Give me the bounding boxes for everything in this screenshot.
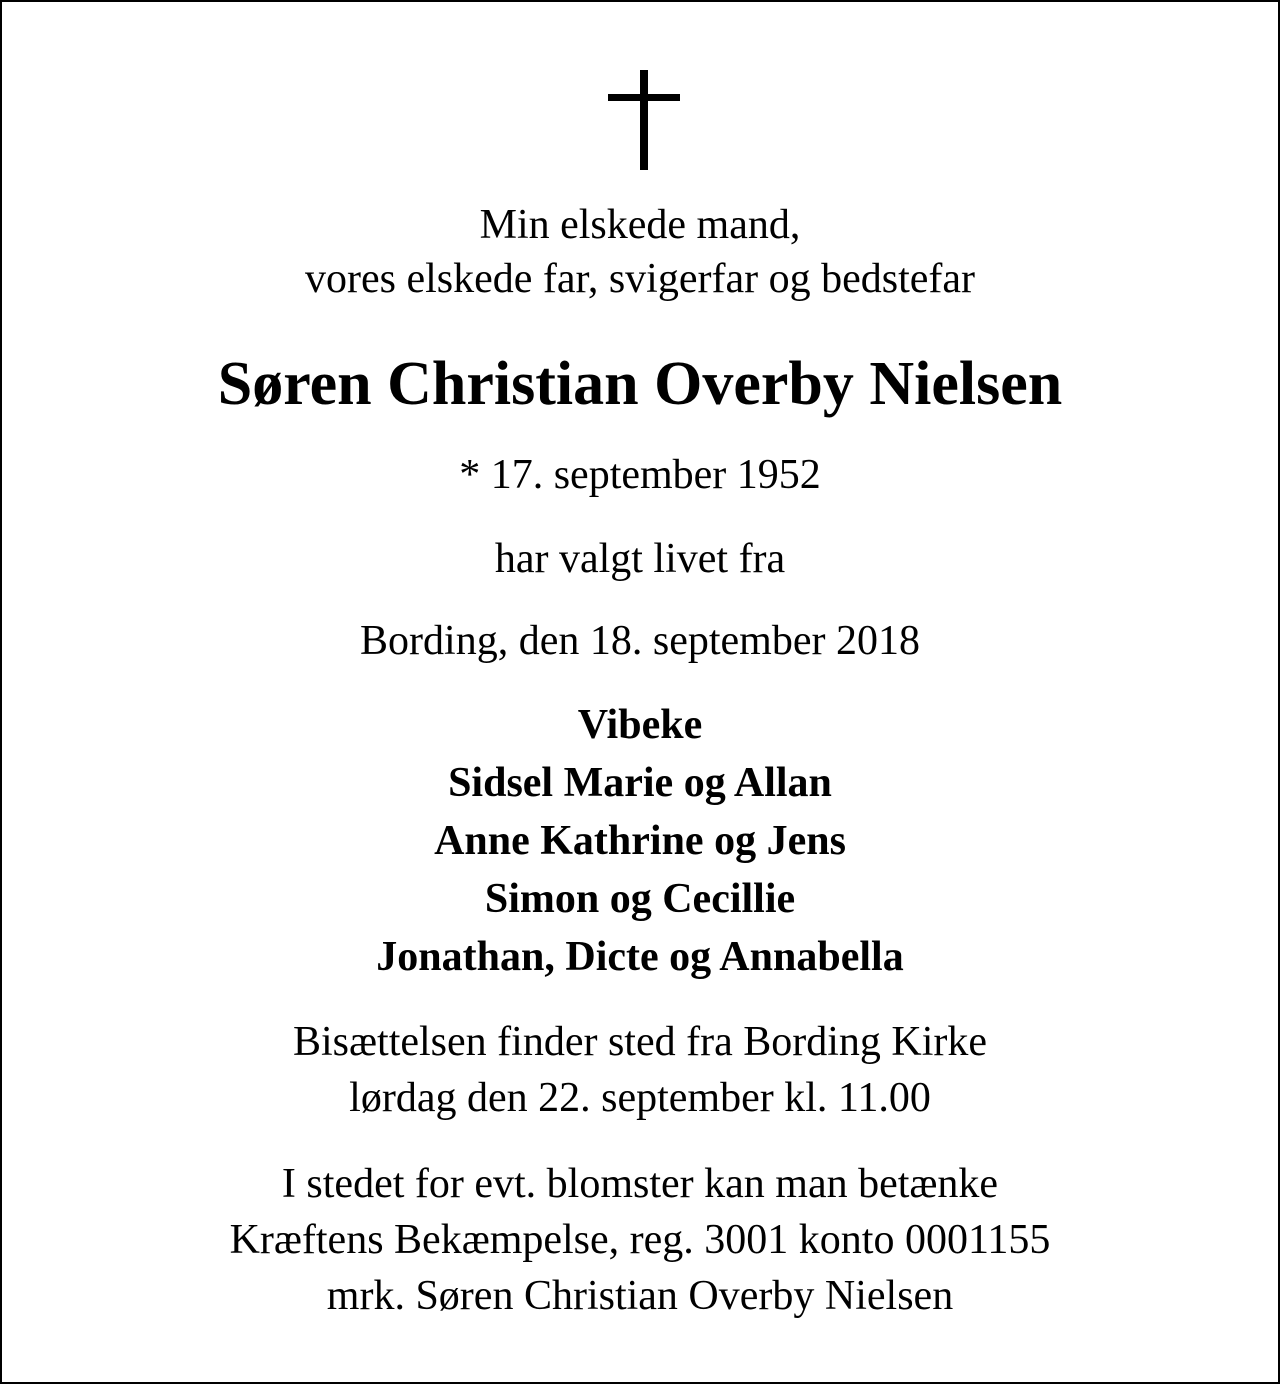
birth-date: * 17. september 1952 bbox=[459, 452, 821, 498]
service-line-2: lørdag den 22. september kl. 11.00 bbox=[349, 1075, 931, 1121]
donation-info bbox=[2, 1156, 1278, 1324]
intro-line-1: Min elskede mand, bbox=[479, 202, 801, 248]
deceased-name: Søren Christian Overby Nielsen bbox=[217, 350, 1063, 418]
cross-icon bbox=[608, 70, 680, 170]
place-and-date: Bording, den 18. september 2018 bbox=[360, 618, 920, 664]
intro-text bbox=[2, 198, 1278, 306]
family-member: Sidsel Marie og Allan bbox=[448, 760, 832, 806]
donation-line-1: I stedet for evt. blomster kan man betænke bbox=[281, 1161, 999, 1207]
family-list bbox=[2, 696, 1278, 986]
donation-line-2: Kræftens Bekæmpelse, reg. 3001 konto 0001155 bbox=[229, 1217, 1051, 1263]
family-member: Simon og Cecillie bbox=[484, 876, 796, 922]
intro-line-2: vores elskede far, svigerfar og bedstefar bbox=[304, 256, 975, 302]
service-line-1: Bisættelsen finder sted fra Bording Kirke bbox=[292, 1019, 988, 1065]
service-info bbox=[2, 1014, 1278, 1126]
family-member: Jonathan, Dicte og Annabella bbox=[376, 934, 904, 980]
donation-line-3: mrk. Søren Christian Overby Nielsen bbox=[326, 1273, 954, 1319]
family-member: Anne Kathrine og Jens bbox=[434, 818, 846, 864]
passed-text: har valgt livet fra bbox=[494, 536, 786, 582]
family-member: Vibeke bbox=[577, 702, 703, 748]
